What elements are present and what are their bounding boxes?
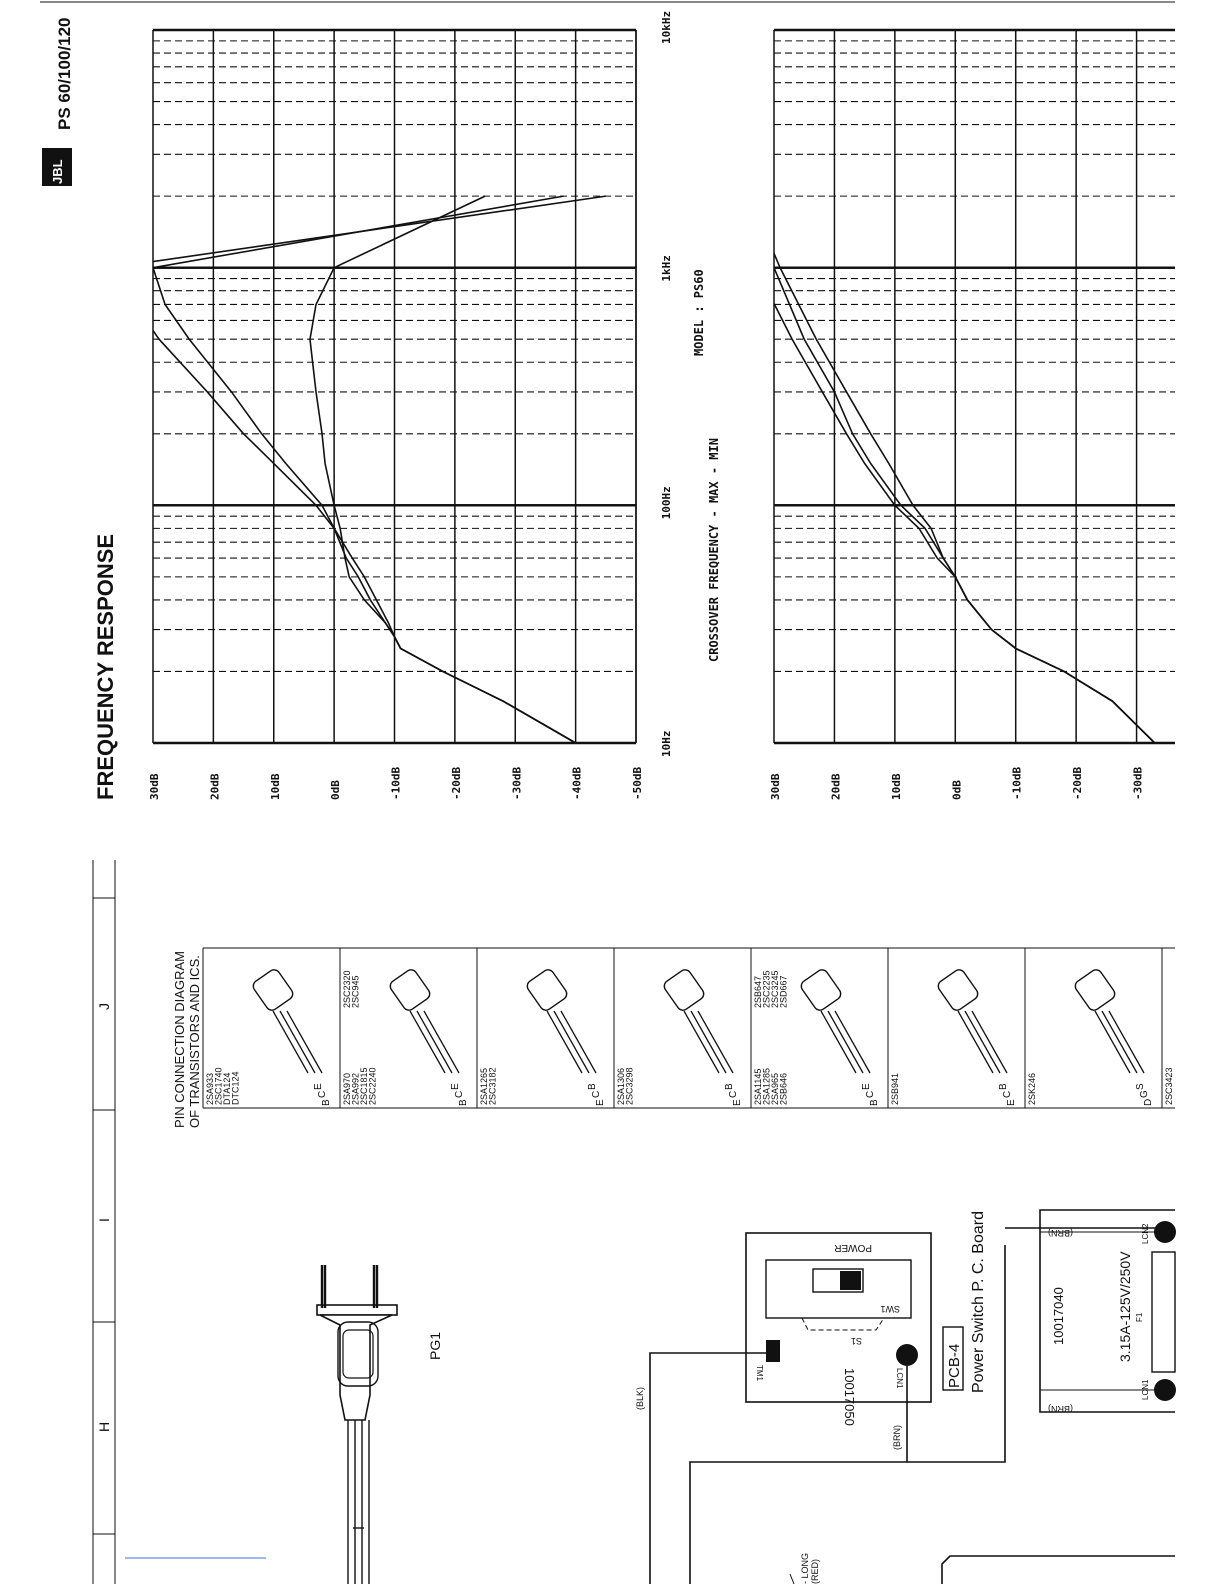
part-number: 2SC1740 [213,1067,224,1105]
pin-letter: C [865,1090,876,1098]
part-number: 2SB647 [753,975,763,1008]
power-label: POWER [834,1242,872,1253]
red-label: (RED) [810,1559,820,1584]
transistor-icon [388,967,469,1106]
power-switch-knob [840,1271,861,1290]
lcn1-b-connector [1154,1379,1176,1401]
fuse-rating: 3.15A-125V/250V [1117,1251,1133,1362]
pin-letter: E [595,1099,606,1106]
pin-letter: E [1006,1099,1017,1106]
pin-table [203,948,1175,1108]
part-number: 2SB941 [890,1072,900,1105]
db-tick-label: 10dB [889,773,903,800]
tm1-label: TM1 [755,1365,764,1381]
part-number: DTA124 [222,1072,232,1105]
freq-tick-label: 1kHz [660,255,673,282]
db-tick-label: 0dB [329,780,343,800]
part-number: 2SC2320 [342,970,352,1008]
part-number: 2SC2235 [761,970,772,1008]
chart1-y-ticks [148,767,644,800]
grid-col-i: I [96,1218,112,1222]
pin-cell [340,948,469,1108]
db-tick-label: -30dB [1131,766,1145,800]
db-tick-label: -40dB [570,766,584,800]
part-number: 2SA1306 [616,1067,626,1105]
fuse-board-number: 10017040 [1051,1287,1066,1345]
pin-letter: B [458,1099,469,1106]
long-label: - LONG [800,1552,810,1584]
pin-letter: D [1143,1098,1154,1106]
fuse-label: F1 [1135,1312,1144,1322]
part-number: 2SA1265 [479,1067,489,1105]
part-number: 2SC945 [350,975,361,1008]
chart1-x-ticks [660,11,673,757]
part-number: 2SC1815 [359,1067,369,1105]
pin-letter: B [998,1083,1009,1090]
pin-letter: E [450,1083,461,1090]
db-tick-label: 0dB [950,780,964,800]
wire-brn-label: (BRN) [892,1425,902,1450]
freq-tick-label: 10kHz [660,10,673,44]
part-number: 2SA992 [350,1072,361,1105]
power-plug-icon [317,1265,397,1584]
transistor-icon [799,967,880,1106]
db-tick-label: -20dB [449,766,463,800]
pin-cell [751,948,880,1108]
db-tick-label: 30dB [769,773,782,800]
db-tick-label: -30dB [510,766,524,800]
schematic [317,1210,1176,1584]
board-caption: Power Switch P. C. Board [970,1210,987,1393]
board-number: 10017050 [842,1368,857,1426]
header [42,18,74,186]
transistor-icon [251,967,332,1106]
pin-cell [888,948,1017,1108]
part-number: 2SC3245 [770,970,780,1008]
brn-right-label: (BRN) [1048,1228,1073,1238]
wire-blk [650,1353,766,1584]
chart2-y-ticks [769,767,1145,800]
part-number: 2SA1285 [761,1067,772,1105]
db-tick-label: 30dB [148,773,161,800]
part-number: 2SA933 [205,1072,215,1105]
pin-letter: E [861,1083,872,1090]
part-number: 2SA970 [342,1072,352,1105]
db-tick-label: 20dB [208,773,222,800]
db-tick-label: -10dB [389,766,403,800]
plug-label: PG1 [427,1331,443,1360]
frequency-chart-ps60 [111,11,673,800]
pin-letter: B [321,1099,332,1106]
frequency-chart-second [732,30,1175,800]
part-number: 2SA1145 [753,1068,763,1105]
part-number: DTC124 [230,1071,241,1105]
pin-connection-section [172,948,1175,1128]
db-tick-label: -10dB [1010,766,1024,800]
wire-brn [690,1366,907,1584]
model-label: MODEL : PS60 [692,269,706,356]
pin-letter: C [591,1090,602,1098]
crossover-caption: CROSSOVER FREQUENCY - MAX - MIN [707,438,721,662]
tm1-terminal [766,1340,780,1362]
part-number: 2SC3423 [1164,1067,1174,1105]
lcn1-b-label: LCN1 [1141,1379,1150,1400]
db-tick-label: 20dB [829,773,843,800]
wire-blk-label: (BLK) [635,1386,645,1410]
pin-letter: C [317,1090,328,1098]
s1-label: S1 [850,1336,862,1346]
fuse-icon [1152,1252,1175,1372]
lcn2-label: LCN2 [1141,1223,1150,1244]
pin-letter: B [869,1099,880,1106]
part-number: 2SB646 [778,1072,789,1105]
part-number: 2SC3182 [487,1067,498,1105]
part-number: 2SC3298 [624,1067,635,1105]
transistor-icon [936,967,1017,1106]
pin-title-line2: OF TRANSISTORS AND ICS. [187,955,202,1128]
pin-letter: S [1135,1083,1146,1090]
pin-cell [1162,948,1174,1108]
db-tick-label: 10dB [268,773,282,800]
frequency-response-title: FREQUENCY RESPONSE [93,533,118,800]
sw1-label: SW1 [880,1304,900,1314]
pin-letter: B [587,1083,598,1090]
pin-cell [1025,948,1154,1108]
pin-letter: G [1139,1090,1150,1098]
pin-letter: E [313,1083,324,1090]
part-number: 2SD667 [778,975,789,1008]
pin-cell [477,948,606,1108]
pin-cell [614,948,743,1108]
part-number: 2SC2240 [367,1067,378,1105]
freq-tick-label: 10Hz [660,730,673,757]
pin-cell [203,948,332,1108]
pin-letter: C [454,1090,465,1098]
transistor-icon [662,967,743,1106]
db-tick-label: -50dB [631,766,644,800]
part-number: 2SA965 [770,1072,780,1105]
pin-title-line1: PIN CONNECTION DIAGRAM [172,951,187,1128]
chart2-grid [774,30,1175,743]
brn-left-label: (BRN) [1048,1404,1073,1414]
freq-tick-label: 100Hz [660,486,673,520]
pin-letter: B [724,1083,735,1090]
pin-letter: C [1002,1090,1013,1098]
grid-col-h: H [96,1421,112,1432]
lcn1-connector [896,1344,918,1366]
lcn1-label: LCN1 [895,1368,904,1389]
grid-col-j: J [96,1003,112,1010]
pin-letter: E [732,1099,743,1106]
lcn2-connector [1154,1221,1176,1243]
db-tick-label: -20dB [1071,766,1085,800]
pcb-label: PCB-4 [946,1343,963,1388]
pin-letter: C [728,1090,739,1098]
transistor-icon [525,967,606,1106]
jbl-logo-text: JBL [50,159,65,184]
transistor-icon [1073,967,1154,1106]
part-number: 2SK246 [1027,1072,1037,1105]
model-title: PS 60/100/120 [55,17,74,130]
